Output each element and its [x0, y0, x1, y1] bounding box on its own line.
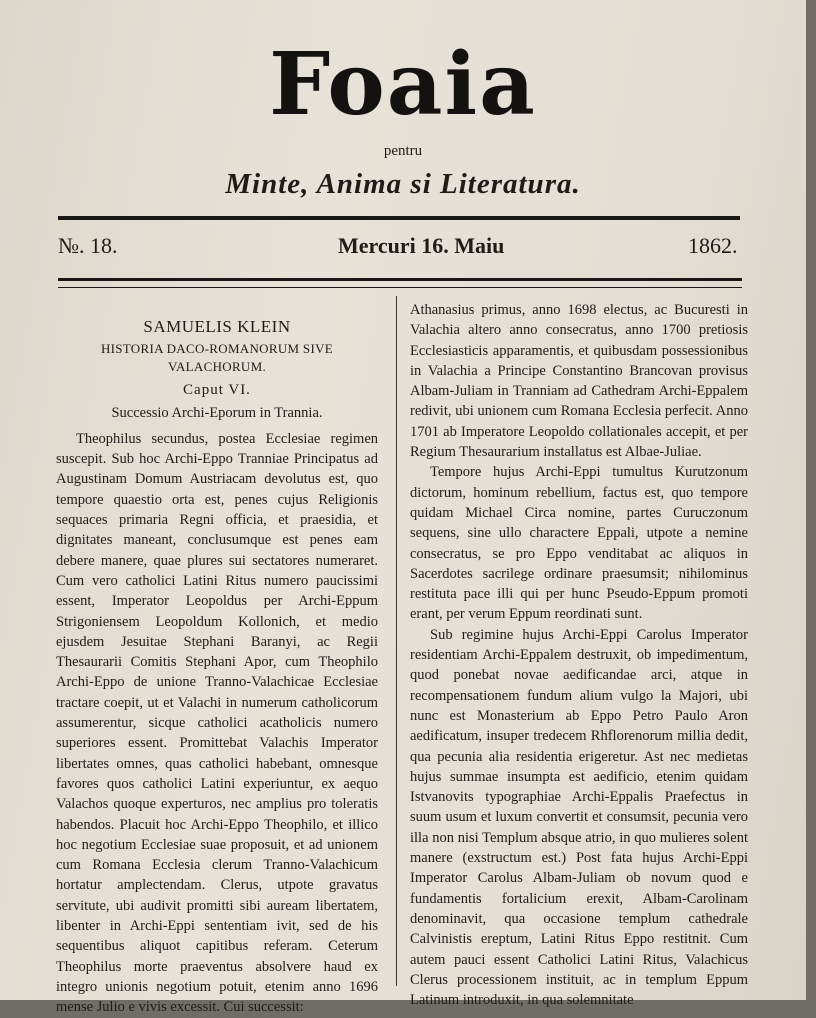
article-paragraph: Sub regimine hujus Archi-Eppi Carolus Imperator residentiam Archi-Eppalem destruxit, ob impedimentum, quod ponebat novae aedificandae arci, atque in recompensationem fundum alium vulgo la Majori, ubi nunc est Monasterium ab Eppo Petro Paulo Aron aedificatum, insuper tredecem Rhflorenorum millia dedit, qua pecunia alia residentia erigeretur. Ast nec medietas hujus summae insumpta est aedificio, etenim quidam Istvanovits typographiae Archi-Eppalis Praefectus in suum usum et luxum convertit et consumsit, pecunia vero illa non nisi Templum absque atrio, in quo mulieres solent manere (exstructum est.) Post fata hujus Archi-Eppi Imperator Carolus Albam-Juliam ob novum quod e fundamentis fortalicium erexit, Albam-Carolinam denominavit, qua occasione templum cathedrale Calvinistis ereptum, Latini Ritus Eppo restitnit. Cum autem pauci essent Catholici Latini Ritus, Valachicus Clerus processionem instituit, ac in templum Eppum Latinum introduxit, in qua solemnitate [410, 626, 748, 1009]
issue-date: Mercuri 16. Maiu [338, 233, 505, 258]
masthead-title: Foaia [269, 34, 537, 135]
bottom-rule [58, 278, 742, 288]
masthead-subtitle: Minte, Anima si Literatura. [225, 168, 581, 200]
masthead-pentru: pentru [383, 143, 423, 159]
article-paragraph: Theophilus secundus, postea Ecclesiae regimen suscepit. Sub hoc Archi-Eppo Tranniae Principatus ad Augustinam Domum Austriacam devolutus est, quo tempore quaestio orta est, penes cujus Religionis sequaces primaria Regni officia, et praesidia, et dignitates maneant, conclusumque est penes eam debere manere, quae plures sui sectatores numeraret. Cum vero catholici Latini Ritus numero paucissimi essent, Imperator Leopoldus per Archi-Eppum Strigoniensem Leopoldum Kollonich, et medio ejusdem Jesuitae Stephani Baranyi, ac Regii Thesaurarii Comitis Stephani Apor, cum Theophilo Archi-Eppo de unione Tranno-Valachicae Ecclesiae tractare coepit, ut et Valachi in numerum catholicorum assumerentur, sicque catholici acatholicis numero superiores essent. Promittebat Valachis Imperator libertates omnes, quas catholici habebant, omnesque favores quos catholici Latini experiuntur, ex aequo Valachos quoque experturos, nec amplius pro toleratis habendos. Placuit hoc Archi-Eppo Theophilo, et illico hoc negotium Ecclesiae suae proposuit, et ad unionem cum Romana Ecclesia clerum Tranno-Valachicum hortatur amplectendam. Clerus, utpote gravatus servitute, ubi audivit promitti sibi auream libertatem, libenter in Archi-Eppi sententiam ivit, sed de his sequentibus aliquot capitibus referam. Ceterum Theophilus morte praeventus absolvere haud ex integro unionis negotium potuit, etenim anno 1696 mense Julio e vivis excessit. Cui successit: [56, 430, 378, 1016]
article-chapter: Caput VI. [183, 382, 251, 399]
article-author: SAMUELIS KLEIN [143, 317, 291, 336]
issue-year: 1862. [688, 233, 738, 258]
article-paragraph: Athanasius primus, anno 1698 electus, ac Bucuresti in Valachia altero anno consecratus, anno 1700 pretiosis Ecclesiasticis apparamentis, et quibusdam possessionibus in Valachia a Principe Constantino Brancovan provisus Albam-Juliam in Tranniam ad Cathedram Archi-Eppalem redivit, ubi unionem cum Romana Ecclesia perfecit. Anno 1701 ab Imperatore Leopoldo collationales accepit, et per Regium Thesaurarium installatus est Albae-Juliae. [410, 302, 748, 461]
left-column [56, 300, 378, 1018]
right-column [410, 300, 748, 1010]
article-work-title: HISTORIA DACO-ROMANORUM SIVE VALACHORUM. [100, 341, 334, 375]
column-divider [396, 296, 397, 986]
article-paragraph: Tempore hujus Archi-Eppi tumultus Kurutzonum dictorum, hominum rebellium, factus est, quo tempore quidam Michael Circa nomine, partes Curuczonum sequens, sine ullo charactere Eppali, utpote a nemine consecratus, se pro Eppo venditabat ac aliquos in Sacerdotes sacrilege ordinare praesumsit; nihilominus restituta pace illi qui per hunc Pseudo-Eppum promoti erant, per verum Eppum reordinati sunt. [410, 464, 748, 623]
article-section-title: Successio Archi-Eporum in Trannia. [111, 404, 323, 421]
issue-number: №. 18. [58, 233, 118, 258]
top-rule [58, 216, 740, 220]
